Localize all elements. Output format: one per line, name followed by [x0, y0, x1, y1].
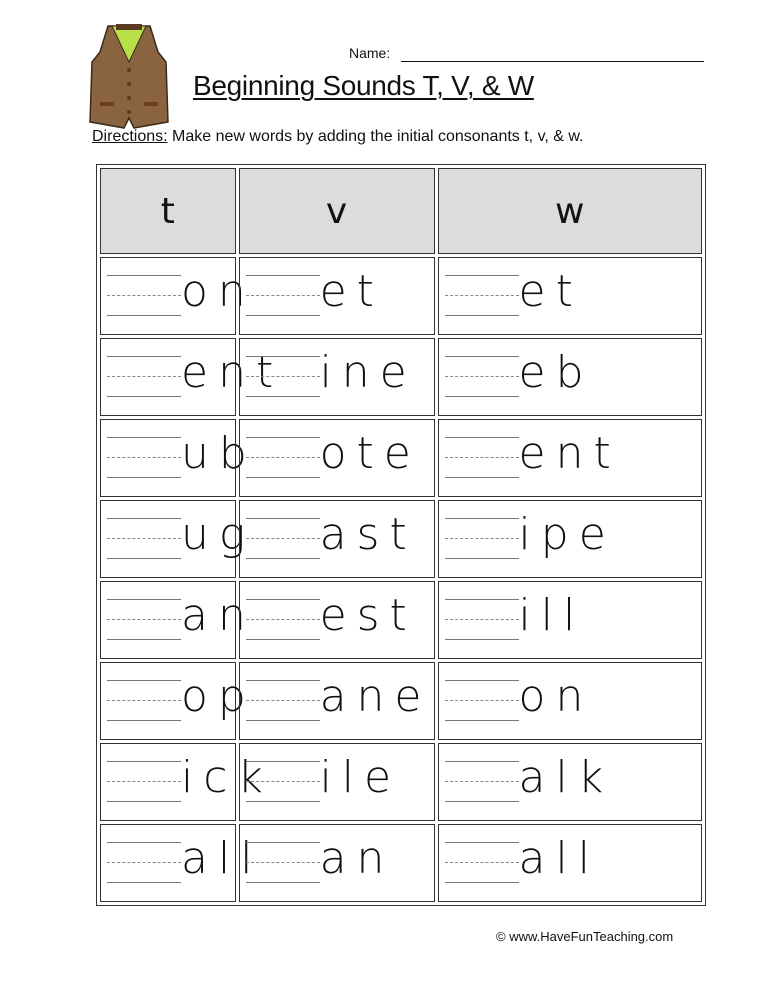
word-ending: ug — [181, 509, 256, 560]
writing-line-base[interactable] — [107, 315, 181, 316]
word-ending: est — [319, 590, 417, 641]
word-ending: ine — [319, 347, 417, 398]
writing-line-base[interactable] — [246, 882, 320, 883]
writing-line-top[interactable] — [107, 842, 181, 843]
writing-line-mid[interactable] — [445, 781, 519, 782]
word-ending: ipe — [518, 509, 616, 560]
writing-line-top[interactable] — [246, 437, 320, 438]
word-cell — [438, 662, 702, 740]
table-row — [100, 662, 702, 740]
writing-line-top[interactable] — [246, 275, 320, 276]
page-title: Beginning Sounds T, V, & W — [193, 70, 534, 101]
writing-line-top[interactable] — [107, 275, 181, 276]
word-cell — [239, 581, 435, 659]
writing-line-mid[interactable] — [246, 457, 320, 458]
writing-line-mid[interactable] — [445, 862, 519, 863]
writing-line-mid[interactable] — [246, 619, 320, 620]
word-cell — [100, 500, 256, 578]
column-header-w: w — [438, 168, 702, 254]
writing-line-base[interactable] — [445, 720, 519, 721]
writing-line-base[interactable] — [246, 315, 320, 316]
word-cell — [438, 500, 702, 578]
word-cell — [239, 743, 435, 821]
word-cell — [239, 500, 435, 578]
word-cell — [100, 824, 263, 902]
writing-line-top[interactable] — [107, 680, 181, 681]
writing-line-top[interactable] — [246, 842, 320, 843]
writing-line-base[interactable] — [107, 720, 181, 721]
word-cell — [100, 743, 273, 821]
writing-line-base[interactable] — [246, 639, 320, 640]
word-cell — [239, 338, 435, 416]
word-ending: ile — [319, 752, 402, 803]
word-cell — [438, 581, 702, 659]
writing-line-mid[interactable] — [107, 862, 181, 863]
word-ending: ent — [518, 428, 621, 479]
table-row — [100, 581, 702, 659]
writing-line-mid[interactable] — [246, 862, 320, 863]
writing-line-mid[interactable] — [445, 619, 519, 620]
table-row — [100, 824, 702, 902]
writing-line-mid[interactable] — [445, 457, 519, 458]
writing-line-top[interactable] — [246, 356, 320, 357]
word-cell — [239, 419, 435, 497]
table-row — [100, 743, 702, 821]
writing-line-base[interactable] — [107, 396, 181, 397]
word-cell — [438, 824, 702, 902]
writing-line-top[interactable] — [445, 518, 519, 519]
writing-line-mid[interactable] — [246, 538, 320, 539]
writing-line-base[interactable] — [107, 477, 181, 478]
writing-line-top[interactable] — [107, 437, 181, 438]
table-row — [100, 338, 702, 416]
word-ending: ane — [319, 671, 432, 722]
writing-line-top[interactable] — [445, 356, 519, 357]
writing-line-base[interactable] — [246, 558, 320, 559]
word-ending: ast — [319, 509, 417, 560]
writing-line-base[interactable] — [445, 477, 519, 478]
writing-line-top[interactable] — [445, 275, 519, 276]
writing-line-base[interactable] — [445, 882, 519, 883]
writing-line-mid[interactable] — [107, 700, 181, 701]
writing-line-base[interactable] — [107, 558, 181, 559]
writing-line-base[interactable] — [445, 639, 519, 640]
directions-text: Make new words by adding the initial consonants t, v, & w. — [167, 128, 584, 145]
writing-line-mid[interactable] — [107, 619, 181, 620]
word-ending: on — [518, 671, 594, 722]
writing-line-top[interactable] — [445, 761, 519, 762]
writing-line-base[interactable] — [246, 720, 320, 721]
writing-line-top[interactable] — [445, 437, 519, 438]
word-cell — [100, 338, 284, 416]
writing-line-mid[interactable] — [107, 538, 181, 539]
writing-line-base[interactable] — [246, 801, 320, 802]
writing-line-mid[interactable] — [445, 376, 519, 377]
directions-label: Directions: — [92, 128, 168, 145]
word-ending: et — [518, 266, 583, 317]
word-ending: all — [518, 833, 600, 884]
writing-line-top[interactable] — [246, 761, 320, 762]
table-row — [100, 500, 702, 578]
word-ending: all — [181, 833, 263, 884]
name-field[interactable] — [401, 61, 704, 62]
word-cell — [239, 824, 435, 902]
writing-line-mid[interactable] — [445, 295, 519, 296]
word-ending: an — [181, 590, 256, 641]
word-cell — [438, 419, 702, 497]
word-ending: ent — [181, 347, 284, 398]
word-ending: op — [181, 671, 256, 722]
writing-line-mid[interactable] — [246, 700, 320, 701]
writing-line-mid[interactable] — [107, 781, 181, 782]
writing-line-mid[interactable] — [246, 781, 320, 782]
writing-line-mid[interactable] — [445, 538, 519, 539]
writing-line-base[interactable] — [445, 396, 519, 397]
column-header-t: t — [100, 168, 236, 254]
word-table — [96, 164, 706, 906]
column-header-v: v — [239, 168, 435, 254]
copyright: © www.HaveFunTeaching.com — [496, 929, 674, 944]
word-ending: an — [319, 833, 395, 884]
writing-line-mid[interactable] — [107, 376, 181, 377]
word-ending: ill — [518, 590, 586, 641]
writing-line-top[interactable] — [246, 518, 320, 519]
word-ending: alk — [518, 752, 614, 803]
name-label: Name: — [349, 45, 391, 61]
word-cell — [100, 419, 257, 497]
writing-line-base[interactable] — [107, 801, 181, 802]
writing-line-base[interactable] — [246, 396, 320, 397]
writing-line-top[interactable] — [246, 680, 320, 681]
word-cell — [100, 581, 256, 659]
word-ending: ub — [181, 428, 257, 479]
writing-line-base[interactable] — [107, 639, 181, 640]
word-cell — [438, 257, 702, 335]
writing-line-mid[interactable] — [246, 295, 320, 296]
writing-line-mid[interactable] — [107, 295, 181, 296]
directions — [92, 128, 584, 146]
word-ending: on — [181, 266, 256, 317]
word-cell — [438, 338, 702, 416]
writing-line-top[interactable] — [445, 842, 519, 843]
writing-line-base[interactable] — [246, 477, 320, 478]
writing-line-base[interactable] — [445, 315, 519, 316]
word-cell — [100, 662, 256, 740]
word-ending: ote — [319, 428, 421, 479]
writing-line-top[interactable] — [107, 518, 181, 519]
writing-line-base[interactable] — [445, 558, 519, 559]
writing-line-top[interactable] — [445, 599, 519, 600]
writing-line-top[interactable] — [445, 680, 519, 681]
writing-line-mid[interactable] — [246, 376, 320, 377]
word-cell — [239, 662, 435, 740]
writing-line-top[interactable] — [107, 599, 181, 600]
writing-line-base[interactable] — [445, 801, 519, 802]
writing-line-top[interactable] — [107, 761, 181, 762]
word-ending: eb — [518, 347, 594, 398]
writing-line-top[interactable] — [107, 356, 181, 357]
writing-line-mid[interactable] — [107, 457, 181, 458]
word-cell — [438, 743, 702, 821]
vest-illustration — [88, 22, 170, 130]
writing-line-base[interactable] — [107, 882, 181, 883]
word-cell — [100, 257, 256, 335]
table-row — [100, 257, 702, 335]
writing-line-top[interactable] — [246, 599, 320, 600]
word-cell — [239, 257, 435, 335]
table-row — [100, 419, 702, 497]
writing-line-mid[interactable] — [445, 700, 519, 701]
word-ending: et — [319, 266, 384, 317]
word-ending: ick — [181, 752, 273, 803]
